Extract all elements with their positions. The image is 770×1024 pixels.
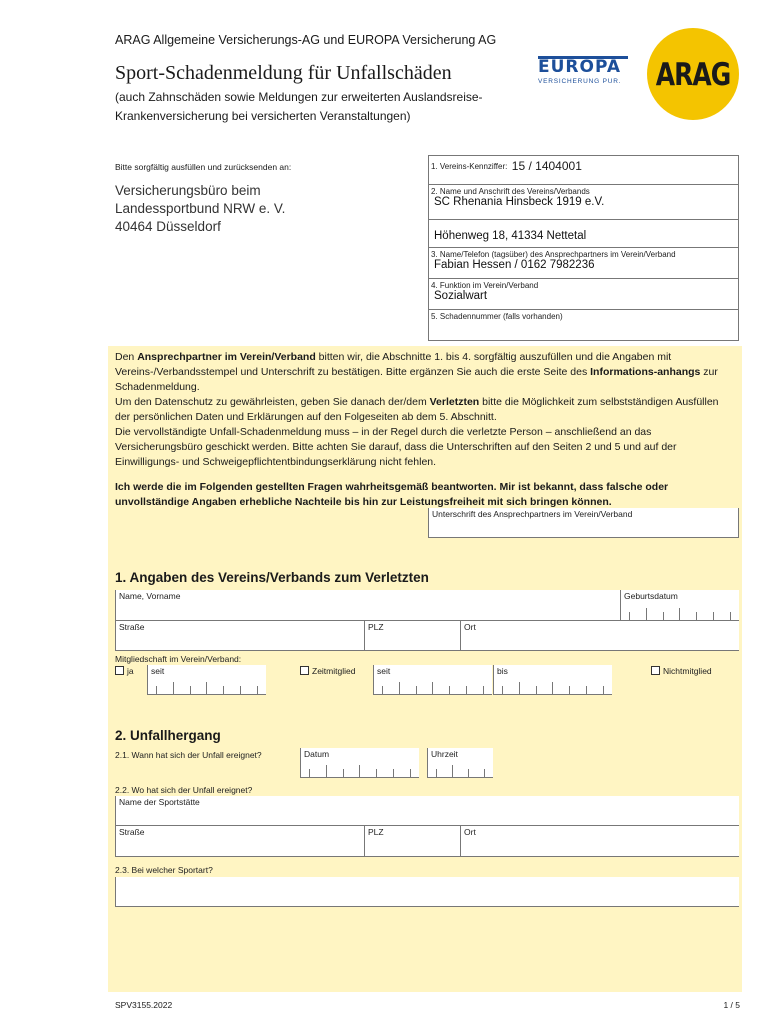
temp-since-label: seit (377, 666, 391, 676)
vereins-kennziffer-label: 1. Vereins-Kennziffer: (431, 162, 508, 171)
venue-plz-label: PLZ (368, 827, 384, 837)
street-label: Straße (119, 622, 145, 632)
accident-date-tick-marks (301, 769, 419, 777)
birthdate-label: Geburtsdatum (624, 591, 678, 601)
venue-street-field[interactable] (115, 826, 364, 857)
contact-value: Fabian Hessen / 0162 7982236 (434, 259, 595, 271)
contact-label: 3. Name/Telefon (tagsüber) des Ansprechpartners im Verein/Verband (431, 250, 676, 259)
ja-option[interactable] (115, 666, 134, 676)
info-text-span: Den (115, 351, 138, 363)
venue-city-field[interactable] (460, 826, 739, 857)
temp-since-field[interactable] (373, 665, 492, 695)
venue-field[interactable] (115, 796, 739, 826)
temp-until-label: bis (497, 666, 508, 676)
accident-date-field[interactable] (300, 748, 419, 778)
europa-tagline: VERSICHERUNG PUR. (538, 78, 622, 85)
info-paragraph-3: Die vervollständigte Unfall-Schadenmeldung muss – in der Regel durch die verletzte Person – anschließend an das Versicherungsbüro geschickt werden. Bitte achten Sie darauf, dass die Unterschriften auf den Seiten 2 und 5 und auf der Einwilligungs- und Schweigepflichtentbindungserklärung nicht fehlen. (115, 426, 677, 468)
signature-field[interactable] (428, 508, 739, 538)
venue-city-label: Ort (464, 827, 476, 837)
nichtmitglied-checkbox[interactable] (651, 666, 660, 675)
club-address-value: Höhenweg 18, 41334 Nettetal (434, 230, 587, 242)
info-bold-span: Informations-anhangs (590, 366, 701, 378)
accident-time-tick-marks (428, 769, 493, 777)
arag-logo (647, 28, 739, 120)
declaration-text: Ich werde die im Folgenden gestellten Fragen wahrheitsgemäß beantworten. Mir ist bekannt, dass falsche oder unvollständige Angaben erhebliche Nachteile bis hin zur Leistungsfreiheit mit sich bringen können. (115, 481, 669, 508)
question-2-2: 2.2. Wo hat sich der Unfall ereignet? (115, 785, 253, 795)
info-text (115, 350, 733, 510)
page-number: 1 / 5 (723, 1000, 740, 1010)
plz-field[interactable] (364, 621, 460, 651)
question-2-1: 2.1. Wann hat sich der Unfall ereignet? (115, 750, 262, 760)
name-field[interactable] (115, 590, 620, 621)
temp-since-tick-marks (374, 686, 492, 694)
info-text-span: bitte die Möglichkeit zum selbstständigen Ausfüllen der persönlichen Daten und Erklärungen auf den Folgeseiten ab dem 5. Abschnitt. (115, 396, 719, 423)
city-field[interactable] (460, 621, 739, 651)
nichtmitglied-label: Nichtmitglied (663, 666, 712, 676)
info-text-span: bitten wir, die Abschnitte 1. bis 4. sorgfältig auszufüllen und die Angaben mit Vereins-/Verbandsstempel und Unterschrift zu bestätigen. Bitte ergänzen Sie auch die erste Seite des (115, 351, 672, 378)
info-paragraph-2 (115, 395, 733, 425)
street-field[interactable] (115, 621, 364, 651)
club-address-field[interactable] (428, 220, 739, 248)
function-field[interactable] (428, 279, 739, 310)
form-title: Sport-Schadenmeldung für Unfallschäden (115, 62, 452, 84)
member-since-tick-marks (148, 686, 266, 694)
name-label: Name, Vorname (119, 591, 181, 601)
europa-logo (538, 56, 628, 85)
birthdate-tick-marks (621, 612, 739, 620)
accident-time-label: Uhrzeit (431, 749, 458, 759)
zeitmitglied-checkbox[interactable] (300, 666, 309, 675)
nichtmitglied-option[interactable] (651, 666, 712, 676)
venue-plz-field[interactable] (364, 826, 460, 857)
ja-label: ja (127, 666, 134, 676)
form-code: SPV3155.2022 (115, 1000, 173, 1010)
form-subtitle: (auch Zahnschäden sowie Meldungen zur erweiterten Auslandsreise-Krankenversicherung bei versicherten Veranstaltungen) (115, 90, 483, 123)
europa-logo-text: EUROPA (538, 56, 628, 76)
info-bold-span: Ansprechpartner im Verein/Verband (137, 351, 316, 363)
claim-number-field[interactable] (428, 310, 739, 341)
zeitmitglied-label: Zeitmitglied (312, 666, 356, 676)
venue-label: Name der Sportstätte (119, 797, 200, 807)
vereins-kennziffer-value: 15 / 1404001 (511, 159, 582, 173)
question-2-3: 2.3. Bei welcher Sportart? (115, 865, 213, 875)
function-value: Sozialwart (434, 290, 488, 302)
section-2-title: 2. Unfallhergang (115, 728, 221, 743)
info-text-span: Um den Datenschutz zu gewährleisten, geben Sie danach der/dem (115, 396, 430, 408)
info-text-span: zur Schadenmeldung. (115, 366, 718, 393)
signature-label: Unterschrift des Ansprechpartners im Verein/Verband (432, 509, 633, 519)
birthdate-field[interactable] (620, 590, 739, 621)
temp-until-tick-marks (494, 686, 612, 694)
return-instruction: Bitte sorgfältig ausfüllen und zurücksenden an: (115, 162, 292, 172)
vereins-kennziffer-field[interactable] (428, 155, 739, 185)
sport-type-field[interactable] (115, 877, 739, 907)
plz-label: PLZ (368, 622, 384, 632)
member-since-label: seit (151, 666, 165, 676)
section-1-title: 1. Angaben des Vereins/Verbands zum Verletzten (115, 570, 429, 585)
info-paragraph-1 (115, 350, 733, 395)
member-since-field[interactable] (147, 665, 266, 695)
contact-field[interactable] (428, 248, 739, 279)
club-name-label: 2. Name und Anschrift des Vereins/Verbands (431, 187, 590, 196)
club-name-value: SC Rhenania Hinsbeck 1919 e.V. (434, 196, 605, 208)
accident-date-label: Datum (304, 749, 330, 759)
city-label: Ort (464, 622, 476, 632)
arag-logo-text: ARAG (655, 55, 731, 93)
club-name-field[interactable] (428, 185, 739, 220)
company-name: ARAG Allgemeine Versicherungs-AG und EUROPA Versicherung AG (115, 33, 497, 47)
function-label: 4. Funktion im Verein/Verband (431, 281, 539, 290)
venue-street-label: Straße (119, 827, 145, 837)
accident-time-field[interactable] (427, 748, 493, 778)
claim-number-label: 5. Schadennummer (falls vorhanden) (431, 312, 563, 321)
return-address: Versicherungsbüro beim Landessportbund NRW e. V. 40464 Düsseldorf (115, 183, 286, 234)
zeitmitglied-option[interactable] (300, 666, 355, 676)
info-bold-span: Verletzten (429, 396, 480, 408)
ja-checkbox[interactable] (115, 666, 124, 675)
membership-label: Mitgliedschaft im Verein/Verband: (115, 654, 242, 664)
temp-until-field[interactable] (493, 665, 612, 695)
